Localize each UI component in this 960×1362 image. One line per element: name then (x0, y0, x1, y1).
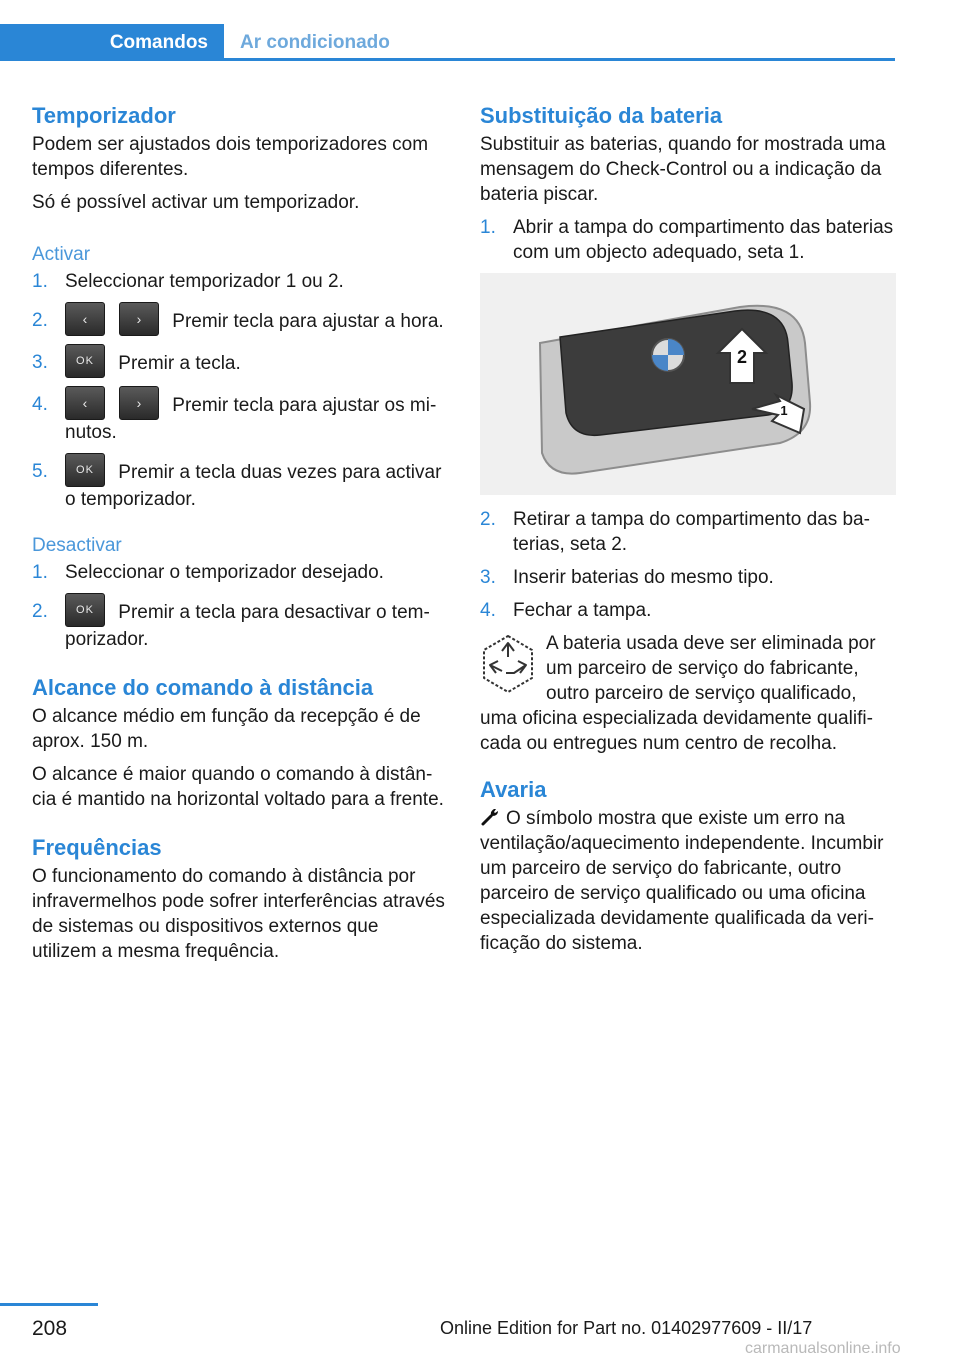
paragraph: O alcance é maior quando o comando à distância é mantido na horizontal voltado para a frente. (32, 764, 444, 810)
paragraph: O funcionamento do comando à distância por infravermelhos pode sofrer interferências através de sistemas ou dispositivos externos que utilizem a mesma frequência. (32, 866, 445, 962)
heading-substituicao-bateria: Substituição da bateria (480, 103, 723, 128)
step-text: Fechar a tampa. (513, 600, 652, 621)
avaria-text: O símbolo mostra que existe um erro na ventilação/aquecimento independente. Incumbir um parceiro de serviço do fabricante, outro parceiro de serviço qualificado ou uma oficina especializada devidamente qualificada da verificação do sistema. (480, 808, 884, 954)
paragraph: Substituir as baterias, quando for mostrada uma mensagem do Check-Control ou a indicação da bateria piscar. (480, 134, 886, 205)
watermark: carmanualsonline.info (745, 1340, 901, 1357)
step-number: 1. (480, 217, 496, 238)
key-battery-illustration (480, 273, 896, 495)
heading-frequencias: Frequências (32, 835, 162, 860)
step-number: 2. (32, 601, 48, 622)
arrow-label-1: 1 (780, 403, 788, 418)
left-column (32, 100, 448, 972)
tab-comandos[interactable]: Comandos (0, 24, 224, 61)
step-text: Premir a tecla duas vezes para activar o temporizador. (65, 462, 442, 510)
step-text: Premir tecla para ajustar os minutos. (65, 395, 437, 443)
activar-steps (32, 269, 448, 512)
step-text: Retirar a tampa do compartimento das baterias, seta 2. (513, 509, 870, 555)
recycle-icon (480, 633, 536, 695)
wrench-icon (480, 807, 500, 827)
paragraph: Podem ser ajustados dois temporizadores com tempos diferentes. (32, 134, 429, 180)
step-text: Inserir baterias do mesmo tipo. (513, 567, 774, 588)
step-number: 3. (480, 567, 496, 588)
arrow-left-button-icon: ‹ (65, 302, 105, 336)
arrow-label-2: 2 (736, 347, 748, 367)
step-item (480, 598, 896, 623)
step-text: Abrir a tampa do compartimento das baterias com um objecto adequado, seta 1. (513, 217, 894, 263)
step-item (32, 560, 448, 585)
step-text: Seleccionar o temporizador desejado. (65, 562, 384, 583)
arrow-right-button-icon: › (119, 386, 159, 420)
bateria-steps-first (480, 215, 896, 265)
paragraph: O alcance médio em função da recepção é de aprox. 150 m. (32, 706, 421, 752)
bateria-steps-rest (480, 507, 896, 623)
step-text: Premir tecla para ajustar a hora. (172, 311, 444, 333)
tab-ar-condicionado[interactable]: Ar condicionado (240, 31, 390, 53)
header-rule (0, 58, 895, 61)
step-number: 2. (480, 509, 496, 530)
arrow-right-button-icon: › (119, 302, 159, 336)
step-item (480, 507, 896, 557)
ok-button-icon: OK (65, 453, 105, 487)
ok-button-icon: OK (65, 593, 105, 627)
step-item (32, 599, 448, 652)
step-text: Premir a tecla. (118, 353, 241, 375)
heading-temporizador: Temporizador (32, 103, 176, 128)
car-key-image (480, 273, 896, 495)
step-number: 3. (32, 352, 48, 373)
recycling-note (480, 631, 896, 756)
step-item (32, 459, 448, 512)
heading-activar: Activar (32, 244, 91, 265)
step-text: Premir a tecla para desactivar o temporizador. (65, 602, 430, 650)
right-column (480, 100, 896, 964)
step-number: 1. (32, 271, 48, 292)
step-item (32, 269, 448, 294)
step-number: 1. (32, 562, 48, 583)
step-item (480, 215, 896, 265)
note-text: A bateria usada deve ser eliminada por um parceiro de serviço do fabricante, outro parceiro de serviço qualificado, uma oficina especializada devidamente qualificada ou entregues num centro de recolha. (480, 633, 876, 754)
step-text: Seleccionar temporizador 1 ou 2. (65, 271, 344, 292)
page-header (0, 0, 960, 64)
step-item (32, 350, 448, 378)
step-number: 2. (32, 310, 48, 331)
step-number: 5. (32, 461, 48, 482)
desactivar-steps (32, 560, 448, 652)
heading-desactivar: Desactivar (32, 535, 122, 556)
step-item (32, 308, 448, 336)
step-number: 4. (480, 600, 496, 621)
page-number: 208 (32, 1317, 68, 1340)
step-item (32, 392, 448, 445)
footer-rule (0, 1303, 98, 1306)
paragraph: Só é possível activar um temporizador. (32, 192, 360, 213)
heading-alcance: Alcance do comando à distância (32, 675, 374, 700)
step-item (480, 565, 896, 590)
step-number: 4. (32, 394, 48, 415)
edition-text: Online Edition for Part no. 01402977609 - II/17 (440, 1318, 813, 1338)
ok-button-icon: OK (65, 344, 105, 378)
paragraph (480, 806, 896, 956)
heading-avaria: Avaria (480, 777, 547, 802)
arrow-left-button-icon: ‹ (65, 386, 105, 420)
